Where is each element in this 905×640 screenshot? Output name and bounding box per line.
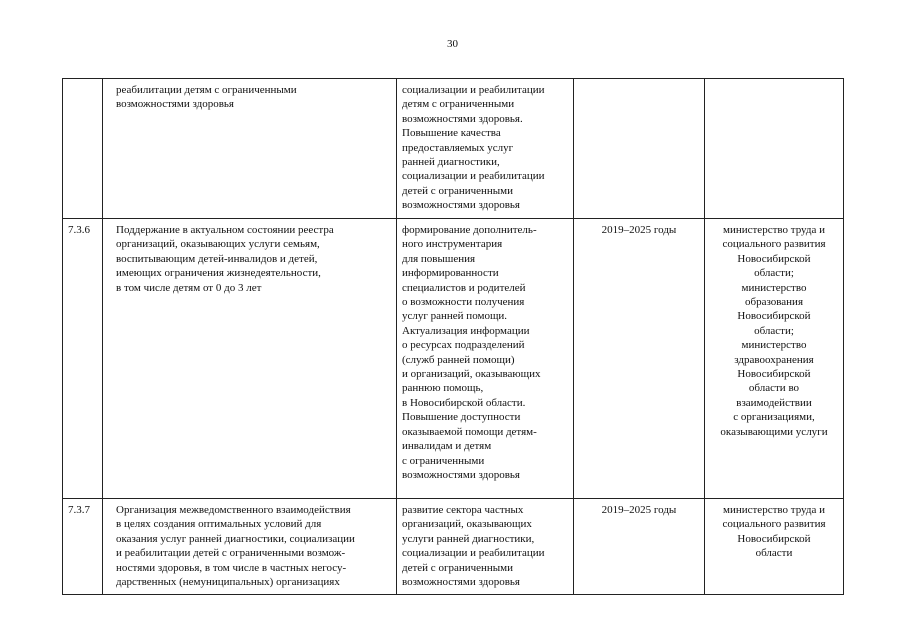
text-line: имеющих ограничения жизнедеятельности, [116,267,321,280]
text-line: в целях создания оптимальных условий для [116,518,322,531]
action-cell [103,79,397,219]
text-line: здравоохранения [734,353,814,366]
text-line: для повышения [402,252,476,265]
text-line: Новосибирской [737,310,811,323]
text-line: с ограниченными [402,454,485,467]
executors-cell [705,79,844,219]
period-text: 2019–2025 годы [601,224,677,236]
text-line: специалистов и родителей [402,281,526,294]
text-line: организаций, оказывающих услуги семьям, [116,238,320,251]
text-line: Повышение доступности [402,411,521,424]
text-line: образования [744,296,804,309]
text-line: социализации и реабилитации [402,170,545,183]
text-line: Новосибирской [737,252,811,265]
text-line: социализации и реабилитации [402,84,545,96]
text-line: оказываемой помощи детям- [402,425,537,438]
text-line: возможностями здоровья [402,576,520,589]
executors-text [710,223,838,439]
text-line: области; [754,267,794,280]
text-line: детей с ограниченными [402,184,514,197]
period-cell [574,499,705,595]
text-line: формирование дополнитель- [402,224,537,236]
text-line: организаций, оказывающих [402,518,532,531]
text-line: информированности [402,267,499,280]
text-line: Организация межведомственного взаимодействия [116,504,351,516]
period-cell [574,79,705,219]
text-line: Повышение качества [402,127,501,140]
expected-result-text [402,83,568,213]
expected-result-cell [397,499,574,595]
text-line: министерство [741,281,807,294]
text-line: дарственных (немуниципальных) организациях [116,576,340,589]
expected-result-text [402,503,568,589]
text-line: ранней диагностики, [402,156,500,169]
expected-result-cell [397,79,574,219]
text-line: о возможности получения [402,296,525,309]
text-line: Новосибирской [737,532,811,545]
text-line: области [755,547,793,560]
text-line: оказания услуг ранней диагностики, социализации [116,532,355,545]
text-line: (служб ранней помощи) [402,353,515,366]
period-cell [574,219,705,499]
text-line: и организаций, оказывающих [402,368,541,381]
action-text [108,83,391,112]
text-line: детей с ограниченными [402,561,514,574]
text-line: услуги ранней диагностики, [402,532,535,545]
text-line: Поддержание в актуальном состоянии реестра [116,224,334,236]
text-line: в Новосибирской области. [402,396,526,409]
page-number: 30 [447,38,458,50]
text-line: Актуализация информации [402,324,530,337]
text-line: министерство [741,339,807,352]
table-row [63,219,844,499]
text-line: предоставляемых услуг [402,141,514,154]
text-line: министерство труда и [723,224,825,236]
executors-cell [705,499,844,595]
text-line: социального развития [722,238,826,251]
text-line: социализации и реабилитации [402,547,545,560]
text-line: министерство труда и [723,504,825,516]
table-row [63,79,844,219]
text-line: возможностями здоровья [402,468,520,481]
text-line: ного инструментария [402,238,503,251]
text-line: раннюю помощь, [402,382,484,395]
action-cell [103,219,397,499]
executors-text [710,503,838,561]
text-line: инвалидам и детям [402,440,492,453]
table-row [63,499,844,595]
text-line: ностями здоровья, в том числе в частных негосу- [116,561,347,574]
text-line: и реабилитации детей с ограниченными возмож- [116,547,346,560]
text-line: реабилитации детям с ограниченными [116,84,297,96]
text-line: детям с ограниченными [402,98,515,111]
measures-table [62,78,844,595]
action-text [108,223,391,295]
action-text [108,503,391,589]
text-line: возможностями здоровья [116,98,234,111]
text-line: возможностями здоровья. [402,112,523,125]
text-line: услуг ранней помощи. [402,310,508,323]
period-text: 2019–2025 годы [601,504,677,516]
item-number-cell [63,79,103,219]
expected-result-text [402,223,568,482]
text-line: с организациями, [733,411,815,424]
text-line: воспитывающим детей-инвалидов и детей, [116,252,318,265]
action-cell [103,499,397,595]
text-line: развитие сектора частных [402,504,524,516]
text-line: области; [754,324,794,337]
text-line: возможностями здоровья [402,199,520,212]
text-line: взаимодействии [736,396,812,409]
item-number-cell [63,219,103,499]
text-line: области во [748,382,800,395]
item-number: 7.3.7 [68,504,90,516]
text-line: о ресурсах подразделений [402,339,525,352]
text-line: социального развития [722,518,826,531]
item-number-cell [63,499,103,595]
expected-result-cell [397,219,574,499]
text-line: в том числе детям от 0 до 3 лет [116,281,262,294]
executors-cell [705,219,844,499]
text-line: оказывающими услуги [720,425,828,438]
item-number: 7.3.6 [68,224,90,236]
text-line: Новосибирской [737,368,811,381]
